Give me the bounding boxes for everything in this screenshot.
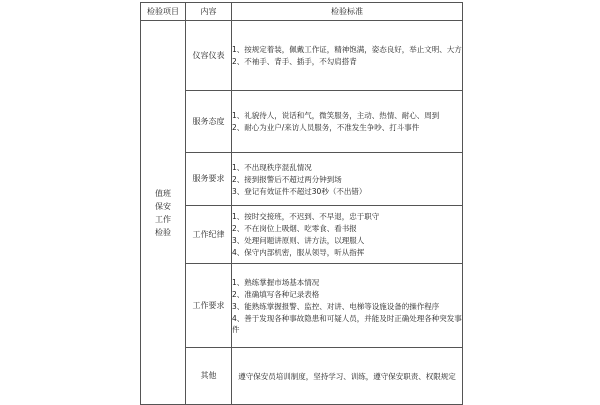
standard-item: 1、熟练掌握市场基本情况: [232, 277, 320, 287]
inspection-item-cell: [141, 21, 186, 405]
standard-cell: [232, 21, 463, 91]
standard-cell: [232, 264, 463, 348]
table-row: [141, 348, 463, 405]
table-header-row: [141, 3, 463, 21]
standard-cell: [232, 206, 463, 264]
inspection-item-line: 保安: [155, 201, 171, 211]
standard-cell: [232, 348, 463, 405]
content-cell: 仪容仪表: [186, 21, 232, 91]
standard-item: 2、接到报警后不超过两分钟到场: [232, 174, 342, 184]
table-row: [141, 21, 463, 91]
standard-item: 3、处理问题讲原则、讲方法，以理服人: [232, 236, 365, 245]
content-cell: 服务要求: [186, 153, 232, 206]
standard-item: 4、善于发现各种事故隐患和可疑人员，并能及时正确处理各种突发事件: [232, 313, 462, 334]
standard-item: 3、能熟练掌握报警、监控、对讲、电梯等设施设备的操作程序: [232, 301, 440, 311]
standard-item: 遵守保安员培训制度，坚持学习、训练，遵守保安职责、权限规定: [238, 371, 456, 381]
standard-item: 1、按规定着装，佩戴工作证，精神饱满，姿态良好，举止文明、大方: [232, 45, 462, 54]
inspection-item-line: 检验: [155, 227, 171, 237]
standard-item: 1、按时交接班，不迟到、不早退，忠于职守: [232, 212, 380, 221]
standard-item: 1、礼貌待人，说话和气，微笑服务，主动、热情、耐心、周到: [232, 111, 440, 120]
standard-item: 1、不出现秩序混乱情况: [232, 162, 312, 172]
standard-item: 2、准确填写各种记录表格: [232, 289, 320, 299]
standard-item: 2、不袖手、背手、插手，不勾肩搭背: [232, 57, 357, 66]
standard-item: 3、登记有效证件不超过30秒（不出错）: [232, 186, 367, 196]
content-cell: 其他: [186, 348, 232, 405]
standard-item: 2、不在岗位上吸烟、吃零食、看书报: [232, 224, 357, 233]
table-row: [141, 153, 463, 206]
standard-cell: [232, 91, 463, 153]
table-row: [141, 91, 463, 153]
content-cell: 服务态度: [186, 91, 232, 153]
standard-item: 4、保守内部机密，服从领导，听从指挥: [232, 248, 365, 257]
table-row: [141, 264, 463, 348]
inspection-item-line: 工作: [155, 214, 171, 224]
header-content: 内容: [186, 3, 232, 21]
content-cell: 工作纪律: [186, 206, 232, 264]
table-row: [141, 206, 463, 264]
header-inspection-standard: 检验标准: [232, 3, 463, 21]
inspection-table: [140, 2, 463, 405]
standard-item: 2、耐心为业户/来访人员服务，不准发生争吵、打斗事件: [232, 123, 420, 132]
inspection-item-line: 值班: [155, 188, 171, 198]
header-inspection-item: 检验项目: [141, 3, 186, 21]
content-cell: 工作要求: [186, 264, 232, 348]
standard-cell: [232, 153, 463, 206]
